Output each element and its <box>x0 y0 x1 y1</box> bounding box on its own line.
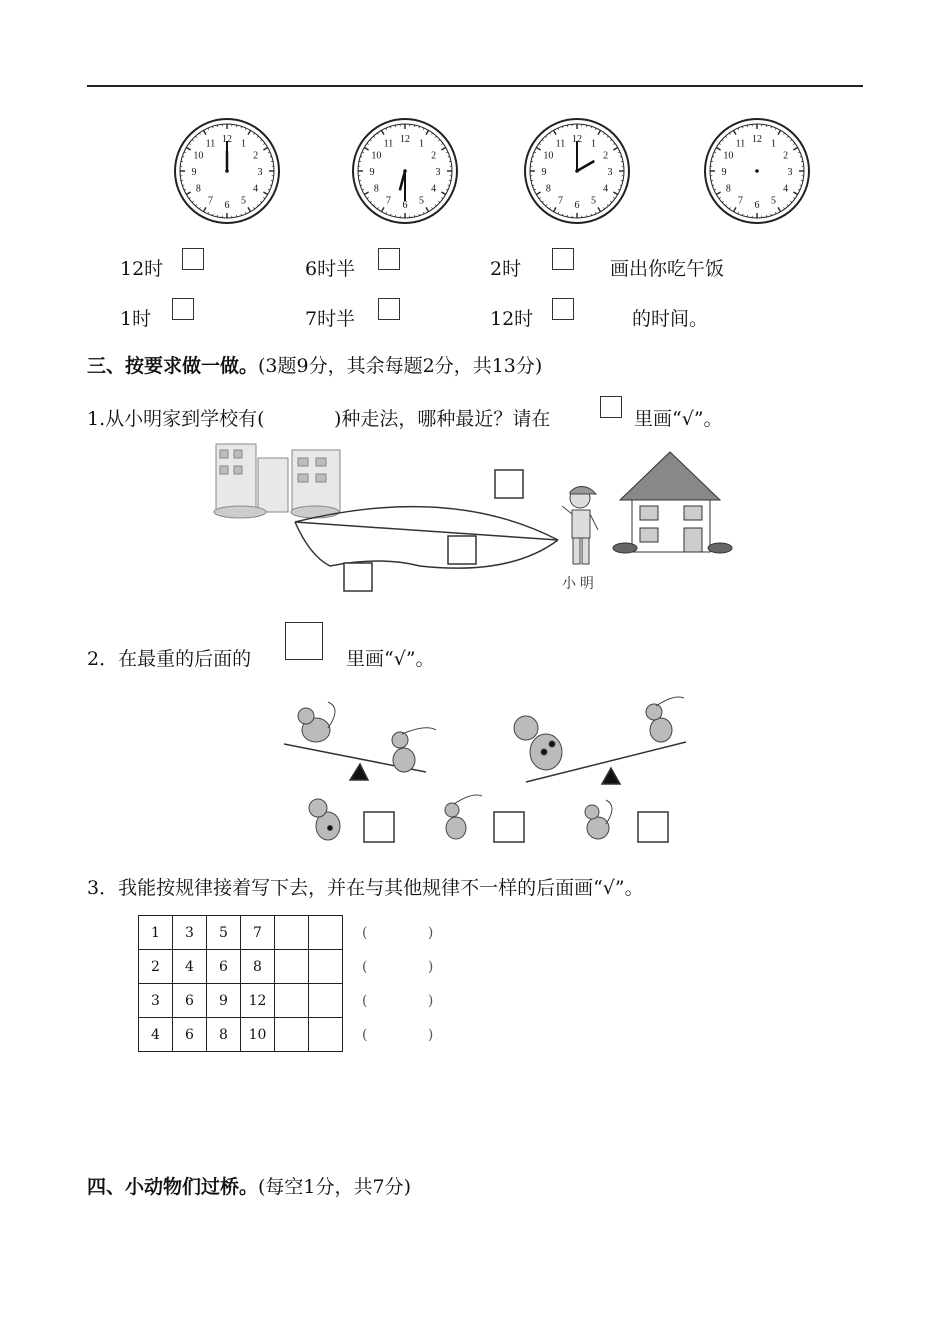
answer-box-rabbit[interactable] <box>494 812 524 842</box>
rabbit-icon-2 <box>646 697 684 742</box>
clock-numeral: 5 <box>241 195 246 207</box>
table-cell: 8 <box>241 950 275 984</box>
table-cell: 6 <box>207 950 241 984</box>
clock-numeral: 9 <box>541 167 547 178</box>
label-12-oclock-2: 12时 <box>490 308 534 330</box>
xiaoming-figure <box>562 486 598 564</box>
clock-numeral: 2 <box>783 150 789 162</box>
clock-numeral: 11 <box>555 138 566 150</box>
table-cell: 6 <box>173 1018 207 1052</box>
q1-text-before: 1.从小明家到学校有( <box>87 408 265 430</box>
table-cell[interactable] <box>309 916 343 950</box>
paren-4[interactable]: ( ) <box>362 1027 462 1043</box>
clock-numeral: 10 <box>543 150 554 162</box>
table-cell: 8 <box>207 1018 241 1052</box>
clock-blank <box>702 116 812 226</box>
table-row <box>139 1018 343 1052</box>
route-illustration <box>200 436 745 601</box>
q1-inline-box <box>600 396 622 418</box>
clock-numeral: 8 <box>545 183 551 195</box>
table-cell[interactable] <box>309 1018 343 1052</box>
table-cell: 3 <box>139 984 173 1018</box>
label-lunch-time: 的时间。 <box>632 308 709 330</box>
section4-title: 四、小动物们过桥。(每空1分，共7分) <box>87 1176 412 1198</box>
clock-numeral: 9 <box>721 167 727 178</box>
answer-box[interactable] <box>172 298 194 320</box>
table-row <box>139 984 343 1018</box>
table-cell: 3 <box>173 916 207 950</box>
label-2-oclock: 2时 <box>490 258 522 280</box>
q2-text-before: 2．在最重的后面的 <box>87 648 252 670</box>
school-icon <box>214 444 340 518</box>
label-12-oclock: 12时 <box>120 258 164 280</box>
q3-text: 3．我能按规律接着写下去，并在与其他规律不一样的后面画“√”。 <box>87 877 644 899</box>
clock-numeral: 7 <box>208 195 213 207</box>
clock-numeral: 5 <box>591 195 596 207</box>
label-draw-lunch: 画出你吃午饭 <box>610 258 725 280</box>
q1-text-end: 里画“√”。 <box>634 408 723 430</box>
label-1-oclock: 1时 <box>120 308 152 330</box>
q2-text-after: 里画“√”。 <box>346 648 435 670</box>
clock-numeral: 1 <box>241 138 246 150</box>
table-cell[interactable] <box>275 984 309 1018</box>
answer-box[interactable] <box>182 248 204 270</box>
squirrel-icon-small <box>585 800 612 839</box>
clock-numeral: 5 <box>771 195 776 207</box>
clock-6-30 <box>350 116 460 226</box>
clock-numeral: 12 <box>400 134 410 145</box>
clock-numeral: 12 <box>222 134 232 145</box>
answer-box-squirrel[interactable] <box>638 812 668 842</box>
answer-box[interactable] <box>378 248 400 270</box>
clock-numeral: 9 <box>369 167 375 178</box>
clock-numeral: 2 <box>603 150 609 162</box>
table-cell: 9 <box>207 984 241 1018</box>
xiaoming-label: 小 明 <box>562 575 594 591</box>
clock-numeral: 12 <box>572 134 582 145</box>
rabbit-icon-small <box>445 795 482 839</box>
clock-numeral: 5 <box>419 195 424 207</box>
table-cell[interactable] <box>275 950 309 984</box>
paren-1[interactable]: ( ) <box>362 925 462 941</box>
table-row <box>139 950 343 984</box>
q1-text-after: )种走法，哪种最近？请在 <box>334 408 551 430</box>
clock-numeral: 10 <box>371 150 382 162</box>
clock-2-oclock <box>522 116 632 226</box>
clock-numeral: 3 <box>257 167 263 178</box>
clock-numeral: 4 <box>253 183 259 195</box>
paren-3[interactable]: ( ) <box>362 993 462 1009</box>
clock-numeral: 8 <box>725 183 731 195</box>
answer-box-dog[interactable] <box>364 812 394 842</box>
answer-box[interactable] <box>378 298 400 320</box>
clock-numeral: 9 <box>191 167 197 178</box>
clock-numeral: 4 <box>783 183 789 195</box>
table-cell: 1 <box>139 916 173 950</box>
label-7-30: 7时半 <box>305 308 356 330</box>
label-6-30: 6时半 <box>305 258 356 280</box>
home-icon <box>613 452 732 553</box>
clock-numeral: 3 <box>787 167 793 178</box>
squirrel-icon <box>298 702 335 742</box>
clock-numeral: 6 <box>574 200 580 211</box>
dog-icon <box>514 716 562 770</box>
table-row <box>139 916 343 950</box>
clock-numeral: 11 <box>205 138 216 150</box>
clock-numeral: 8 <box>195 183 201 195</box>
seesaw-illustration <box>276 688 696 853</box>
clock-numeral: 2 <box>431 150 437 162</box>
table-cell: 2 <box>139 950 173 984</box>
table-cell[interactable] <box>309 984 343 1018</box>
clock-numeral: 1 <box>419 138 424 150</box>
clock-numeral: 12 <box>752 134 762 145</box>
section3-title: 三、按要求做一做。(3题9分，其余每题2分，共13分) <box>87 355 543 377</box>
table-cell[interactable] <box>309 950 343 984</box>
clock-numeral: 2 <box>253 150 259 162</box>
clock-numeral: 6 <box>402 200 408 211</box>
answer-box[interactable] <box>552 248 574 270</box>
clock-numeral: 7 <box>558 195 563 207</box>
clock-12-oclock <box>172 116 282 226</box>
clock-numeral: 10 <box>723 150 734 162</box>
clock-numeral: 3 <box>607 167 613 178</box>
table-cell[interactable] <box>275 916 309 950</box>
clock-numeral: 3 <box>435 167 441 178</box>
clock-numeral: 4 <box>603 183 609 195</box>
table-cell: 4 <box>173 950 207 984</box>
clock-numeral: 6 <box>224 200 230 211</box>
route-box-middle[interactable] <box>448 536 476 564</box>
clock-numeral: 4 <box>431 183 437 195</box>
table-cell: 6 <box>173 984 207 1018</box>
clock-numeral: 10 <box>193 150 204 162</box>
table-cell: 7 <box>241 916 275 950</box>
dog-icon-small <box>309 799 340 840</box>
clock-numeral: 6 <box>754 200 760 211</box>
table-cell: 5 <box>207 916 241 950</box>
answer-box[interactable] <box>552 298 574 320</box>
paren-2[interactable]: ( ) <box>362 959 462 975</box>
table-cell: 12 <box>241 984 275 1018</box>
clock-numeral: 11 <box>383 138 394 150</box>
table-cell[interactable] <box>275 1018 309 1052</box>
route-box-bottom[interactable] <box>344 563 372 591</box>
clock-numeral: 7 <box>738 195 743 207</box>
table-cell: 4 <box>139 1018 173 1052</box>
route-box-top[interactable] <box>495 470 523 498</box>
rabbit-icon <box>392 728 436 772</box>
table-cell: 10 <box>241 1018 275 1052</box>
clock-numeral: 1 <box>771 138 776 150</box>
clock-numeral: 1 <box>591 138 596 150</box>
clock-numeral: 8 <box>373 183 379 195</box>
clock-numeral: 7 <box>386 195 391 207</box>
sequence-table <box>138 915 343 1052</box>
clock-numeral: 11 <box>735 138 746 150</box>
top-rule <box>87 85 863 87</box>
q2-inline-box <box>285 622 323 660</box>
